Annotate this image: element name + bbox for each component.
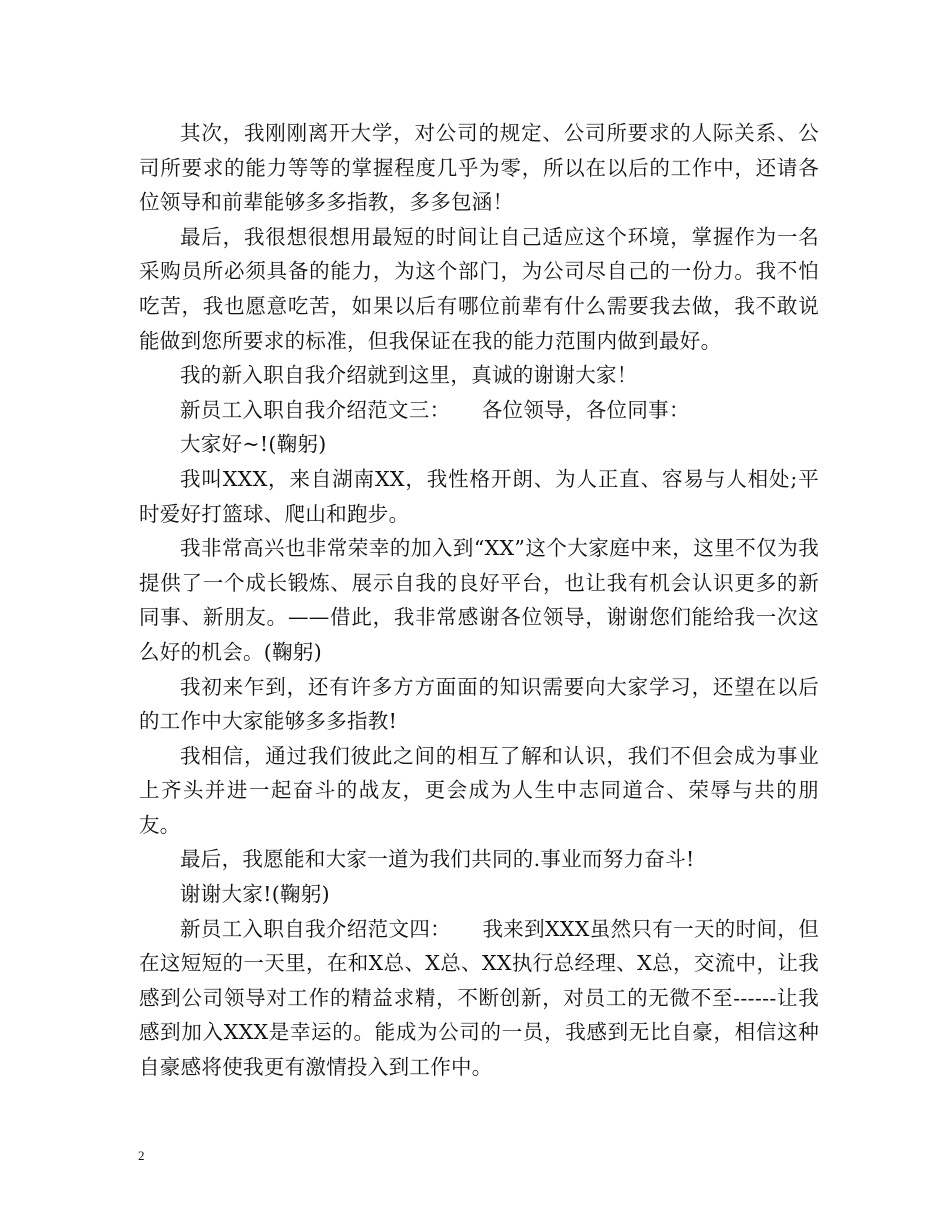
paragraph: 最后，我愿能和大家一道为我们共同的.事业而努力奋斗! [180, 847, 695, 872]
paragraph: 我的新入职自我介绍就到这里，真诚的谢谢大家！ [180, 363, 638, 388]
paragraph: 我相信，通过我们彼此之间的相互了解和认识，我们不但会成为事业上齐头并进一起奋斗的战友，更会成为人生中志同道合、荣辱与共的朋友。 [139, 743, 819, 837]
paragraph: 我非常高兴也非常荣幸的加入到“XX”这个大家庭中来，这里不仅为我提供了一个成长锻炼、展示自我的良好平台，也让我有机会认识更多的新同事、新朋友。——借此，我非常感谢各位领导，谢谢您们能给我一次这么好的机会。(鞠躬) [139, 536, 819, 664]
paragraph: 最后，我很想很想用最短的时间让自己适应这个环境，掌握作为一名采购员所必须具备的能力，为这个部门，为公司尽自己的一份力。我不怕吃苦，我也愿意吃苦，如果以后有哪位前辈有什么需要我去做，我不敢说能做到您所要求的标准，但我保证在我的能力范围内做到最好。 [139, 224, 819, 353]
paragraph: 新员工入职自我介绍范文四： 我来到XXX虽然只有一天的时间，但在这短短的一天里，在和X总、X总、XX执行总经理、X总，交流中，让我感到公司领导对工作的精益求精，不断创新，对员工的无微不至------让我感到加入XXX是幸运的。能成为公司的一员，我感到无比自豪，相信这种自豪感将使我更有激情投入到工作中。 [139, 916, 819, 1080]
page-number: 2 [138, 1148, 145, 1163]
paragraph: 我初来乍到，还有许多方方面面的知识需要向大家学习，还望在以后的工作中大家能够多多指教! [139, 674, 819, 734]
paragraph: 大家好~!(鞠躬) [180, 432, 327, 457]
paragraph: 谢谢大家!(鞠躬) [180, 882, 330, 907]
paragraph: 新员工入职自我介绍范文三： 各位领导，各位同事： [180, 397, 690, 422]
paragraph: 其次，我刚刚离开大学，对公司的规定、公司所要求的人际关系、公司所要求的能力等等的掌握程度几乎为零，所以在以后的工作中，还请各位领导和前辈能够多多指教，多多包涵！ [139, 121, 819, 215]
paragraph: 我叫XXX，来自湖南XX，我性格开朗、为人正直、容易与人相处;平时爱好打篮球、爬山和跑步。 [139, 466, 819, 526]
document-body [139, 116, 819, 1085]
